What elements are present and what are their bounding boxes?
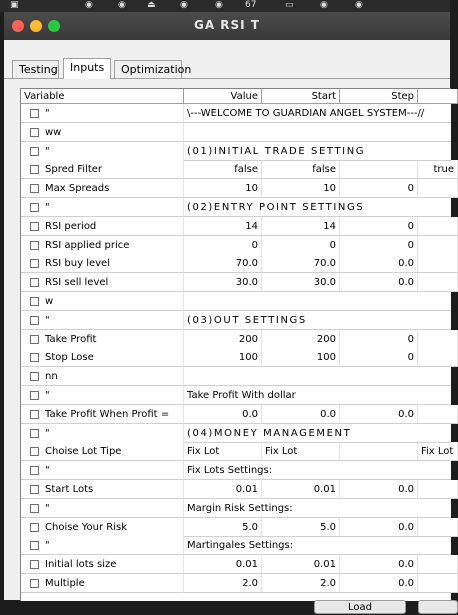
start-cell[interactable]: 0 <box>262 236 340 255</box>
table-row[interactable] <box>21 330 451 349</box>
variable-name: " <box>45 465 50 477</box>
stop-cell[interactable] <box>418 179 458 198</box>
optimize-checkbox[interactable] <box>30 504 39 513</box>
status-icon: ◉ <box>215 0 223 10</box>
status-icon: ◉ <box>118 0 126 10</box>
stop-cell[interactable] <box>418 273 458 292</box>
stop-cell[interactable]: true <box>418 160 458 179</box>
start-cell[interactable]: 100 <box>262 348 340 367</box>
start-cell[interactable]: 0.0 <box>262 405 340 424</box>
section-label <box>184 367 451 386</box>
variable-cell[interactable] <box>21 179 184 198</box>
menu-bar <box>0 0 450 12</box>
section-label: (02)ENTRY POINT SETTINGS <box>184 198 451 217</box>
column-header-stop[interactable] <box>418 89 458 104</box>
inputs-table <box>20 88 454 601</box>
table-row[interactable] <box>21 442 454 461</box>
value-cell[interactable]: 0.0 <box>184 405 262 424</box>
table-row[interactable] <box>21 348 451 367</box>
step-cell[interactable]: 0.0 <box>340 273 418 292</box>
table-row[interactable] <box>21 123 451 142</box>
variable-name: " <box>45 427 50 439</box>
variable-cell[interactable] <box>21 348 184 367</box>
column-header-value[interactable]: Value <box>184 89 262 104</box>
stop-cell[interactable] <box>418 405 458 424</box>
table-row[interactable] <box>21 311 451 330</box>
start-cell[interactable]: 14 <box>262 217 340 236</box>
table-row[interactable] <box>21 536 451 555</box>
variable-cell[interactable] <box>21 330 184 349</box>
table-row[interactable] <box>21 555 451 574</box>
variable-cell[interactable] <box>21 236 184 255</box>
value-cell[interactable]: 200 <box>184 330 262 349</box>
start-cell[interactable]: 0.01 <box>262 480 340 499</box>
step-cell[interactable]: 0 <box>340 217 418 236</box>
variable-cell[interactable] <box>21 367 184 386</box>
variable-cell[interactable] <box>21 254 184 273</box>
section-label: Fix Lots Settings: <box>184 461 451 480</box>
optimize-checkbox[interactable] <box>30 523 39 532</box>
variable-name: Spred Filter <box>45 164 103 176</box>
variable-name: nn <box>45 371 58 383</box>
variable-cell[interactable] <box>21 217 184 236</box>
section-label <box>184 123 451 142</box>
optimize-checkbox[interactable] <box>30 335 39 344</box>
value-cell[interactable]: 100 <box>184 348 262 367</box>
variable-name: RSI applied price <box>45 239 130 251</box>
stop-cell[interactable]: Fix Lot <box>418 442 458 461</box>
variable-name: Take Profit When Profit = <box>45 408 170 420</box>
table-row[interactable] <box>21 292 451 311</box>
variable-cell[interactable] <box>21 142 184 161</box>
value-cell[interactable]: 0.01 <box>184 480 262 499</box>
optimize-checkbox[interactable] <box>30 259 39 268</box>
optimize-checkbox[interactable] <box>30 147 39 156</box>
stop-cell[interactable] <box>418 330 458 349</box>
variable-name: " <box>45 502 50 514</box>
start-cell[interactable]: false <box>262 160 340 179</box>
variable-name: " <box>45 145 50 157</box>
variable-cell[interactable] <box>21 198 184 217</box>
table-row[interactable] <box>21 386 451 405</box>
variable-name: ww <box>45 126 62 138</box>
optimize-checkbox[interactable] <box>30 466 39 475</box>
variable-name: Multiple <box>45 578 85 589</box>
table-header <box>21 89 451 104</box>
variable-name: " <box>45 540 50 552</box>
start-cell[interactable]: 200 <box>262 330 340 349</box>
table-row[interactable] <box>21 179 451 198</box>
variable-name: Choise Your Risk <box>45 521 128 533</box>
variable-cell[interactable] <box>21 574 184 593</box>
optimize-checkbox[interactable] <box>30 203 39 212</box>
variable-cell[interactable] <box>21 273 184 292</box>
table-row[interactable] <box>21 160 454 179</box>
tab-bar <box>4 40 450 80</box>
step-cell[interactable]: 0.0 <box>340 574 418 593</box>
upload-icon: ⏏ <box>147 0 156 10</box>
start-cell[interactable]: 0.01 <box>262 555 340 574</box>
value-cell[interactable]: 0.01 <box>184 555 262 574</box>
title-bar <box>4 12 450 40</box>
column-header-step[interactable]: Step <box>340 89 418 104</box>
variable-name: Take Profit <box>45 333 97 345</box>
optimize-checkbox[interactable] <box>30 297 39 306</box>
variable-name: RSI sell level <box>45 277 109 289</box>
optimize-checkbox[interactable] <box>30 485 39 494</box>
section-label: (03)OUT SETTINGS <box>184 311 451 330</box>
tab-inputs[interactable]: Inputs <box>63 58 111 79</box>
start-cell[interactable]: Fix Lot <box>262 442 340 461</box>
optimize-checkbox[interactable] <box>30 222 39 231</box>
step-cell[interactable]: 0.0 <box>340 555 418 574</box>
value-cell[interactable]: 70.0 <box>184 254 262 273</box>
step-cell[interactable]: 0 <box>340 179 418 198</box>
start-cell[interactable]: 2.0 <box>262 574 340 593</box>
column-header-start[interactable]: Start <box>262 89 340 104</box>
value-cell[interactable]: 10 <box>184 179 262 198</box>
step-cell[interactable]: 0 <box>340 330 418 349</box>
step-cell[interactable]: 0.0 <box>340 405 418 424</box>
status-icon: ◉ <box>85 0 93 10</box>
table-row[interactable] <box>21 217 451 236</box>
table-row[interactable] <box>21 574 451 593</box>
stop-cell[interactable] <box>418 254 458 273</box>
variable-cell[interactable] <box>21 160 184 179</box>
stop-cell[interactable] <box>418 348 458 367</box>
variable-cell[interactable] <box>21 424 184 443</box>
step-cell[interactable]: 0.0 <box>340 254 418 273</box>
battery-label: 67 <box>245 0 257 10</box>
optimize-checkbox[interactable] <box>30 410 39 419</box>
variable-cell[interactable] <box>21 292 184 311</box>
variable-name: RSI buy level <box>45 258 110 270</box>
table-row[interactable] <box>21 104 451 123</box>
variable-name: Stop Lose <box>45 352 94 364</box>
step-cell[interactable]: 0 <box>340 236 418 255</box>
value-cell[interactable]: 14 <box>184 217 262 236</box>
variable-name: " <box>45 314 50 326</box>
variable-cell[interactable] <box>21 499 184 518</box>
variable-cell[interactable] <box>21 536 184 555</box>
optimize-checkbox[interactable] <box>30 447 39 456</box>
section-label: Margin Risk Settings: <box>184 499 451 518</box>
table-row[interactable] <box>21 405 451 424</box>
optimize-checkbox[interactable] <box>30 128 39 137</box>
step-cell[interactable]: 0 <box>340 348 418 367</box>
section-label <box>184 292 451 311</box>
variable-cell[interactable] <box>21 311 184 330</box>
optimize-checkbox[interactable] <box>30 184 39 193</box>
variable-name: " <box>45 108 50 119</box>
table-row[interactable] <box>21 424 451 443</box>
optimize-checkbox[interactable] <box>30 109 39 118</box>
table-row[interactable] <box>21 142 451 161</box>
table-row[interactable] <box>21 367 451 386</box>
value-cell[interactable]: Fix Lot <box>184 442 262 461</box>
value-cell[interactable]: 0 <box>184 236 262 255</box>
optimize-checkbox[interactable] <box>30 391 39 400</box>
start-cell[interactable]: 70.0 <box>262 254 340 273</box>
section-label: (01)INITIAL TRADE SETTING <box>184 142 451 161</box>
variable-name: Max Spreads <box>45 183 110 195</box>
window-title: GA RSI T <box>193 18 261 32</box>
optimize-checkbox[interactable] <box>30 541 39 550</box>
optimize-checkbox[interactable] <box>30 560 39 569</box>
step-cell[interactable]: 0.0 <box>340 480 418 499</box>
app-window <box>4 12 454 613</box>
variable-cell[interactable] <box>21 405 184 424</box>
table-row[interactable] <box>21 254 451 273</box>
step-cell[interactable] <box>340 160 418 179</box>
table-row[interactable] <box>21 499 451 518</box>
table-row[interactable] <box>21 273 451 292</box>
value-cell[interactable]: false <box>184 160 262 179</box>
optimize-checkbox[interactable] <box>30 429 39 438</box>
stop-cell[interactable] <box>418 480 458 499</box>
variable-cell[interactable] <box>21 123 184 142</box>
section-label: Martingales Settings: <box>184 536 451 555</box>
table-row[interactable] <box>21 198 451 217</box>
stop-cell[interactable] <box>418 574 458 593</box>
status-icon: ◉ <box>180 0 188 10</box>
stop-cell[interactable] <box>418 518 458 537</box>
load-button[interactable]: Load <box>314 600 406 614</box>
optimize-checkbox[interactable] <box>30 241 39 250</box>
optimize-checkbox[interactable] <box>30 353 39 362</box>
section-label: Take Profit With dollar <box>184 386 451 405</box>
stop-cell[interactable] <box>418 555 458 574</box>
variable-name: " <box>45 390 50 401</box>
save-button[interactable] <box>418 600 458 614</box>
optimize-checkbox[interactable] <box>30 579 39 588</box>
variable-name: Choise Lot Tipe <box>45 446 122 458</box>
status-icon: ◉ <box>355 0 363 10</box>
variable-name: Initial lots size <box>45 559 117 571</box>
value-cell[interactable]: 30.0 <box>184 273 262 292</box>
start-cell[interactable]: 30.0 <box>262 273 340 292</box>
step-cell[interactable]: 0.0 <box>340 518 418 537</box>
table-row[interactable] <box>21 480 451 499</box>
variable-cell[interactable] <box>21 518 184 537</box>
value-cell[interactable]: 5.0 <box>184 518 262 537</box>
variable-name: " <box>45 202 50 213</box>
variable-cell[interactable] <box>21 104 184 123</box>
display-icon: ▭ <box>285 0 294 10</box>
start-cell[interactable]: 5.0 <box>262 518 340 537</box>
variable-cell[interactable] <box>21 555 184 574</box>
status-icon: ◉ <box>320 0 328 10</box>
section-label: \---WELCOME TO GUARDIAN ANGEL SYSTEM---// <box>184 104 451 123</box>
variable-cell[interactable] <box>21 442 184 461</box>
table-row[interactable] <box>21 518 451 537</box>
optimize-checkbox[interactable] <box>30 278 39 287</box>
tab-optimization[interactable]: Optimization <box>114 60 182 78</box>
stop-cell[interactable] <box>418 236 458 255</box>
value-cell[interactable]: 2.0 <box>184 574 262 593</box>
variable-name: RSI period <box>45 220 97 232</box>
variable-cell[interactable] <box>21 461 184 480</box>
tab-testing[interactable]: Testing <box>12 60 59 78</box>
table-row[interactable] <box>21 461 451 480</box>
app-icon: ▣ <box>10 0 19 10</box>
variable-name: w <box>45 296 54 307</box>
start-cell[interactable]: 10 <box>262 179 340 198</box>
variable-name: Start Lots <box>45 484 94 495</box>
variable-cell[interactable] <box>21 386 184 405</box>
optimize-checkbox[interactable] <box>30 316 39 325</box>
step-cell[interactable] <box>340 442 418 461</box>
section-label: (04)MONEY MANAGEMENT <box>184 424 451 443</box>
table-row[interactable] <box>21 236 451 255</box>
optimize-checkbox[interactable] <box>30 165 39 174</box>
optimize-checkbox[interactable] <box>30 372 39 381</box>
column-header-variable[interactable]: Variable <box>21 89 184 104</box>
variable-cell[interactable] <box>21 480 184 499</box>
stop-cell[interactable] <box>418 217 458 236</box>
